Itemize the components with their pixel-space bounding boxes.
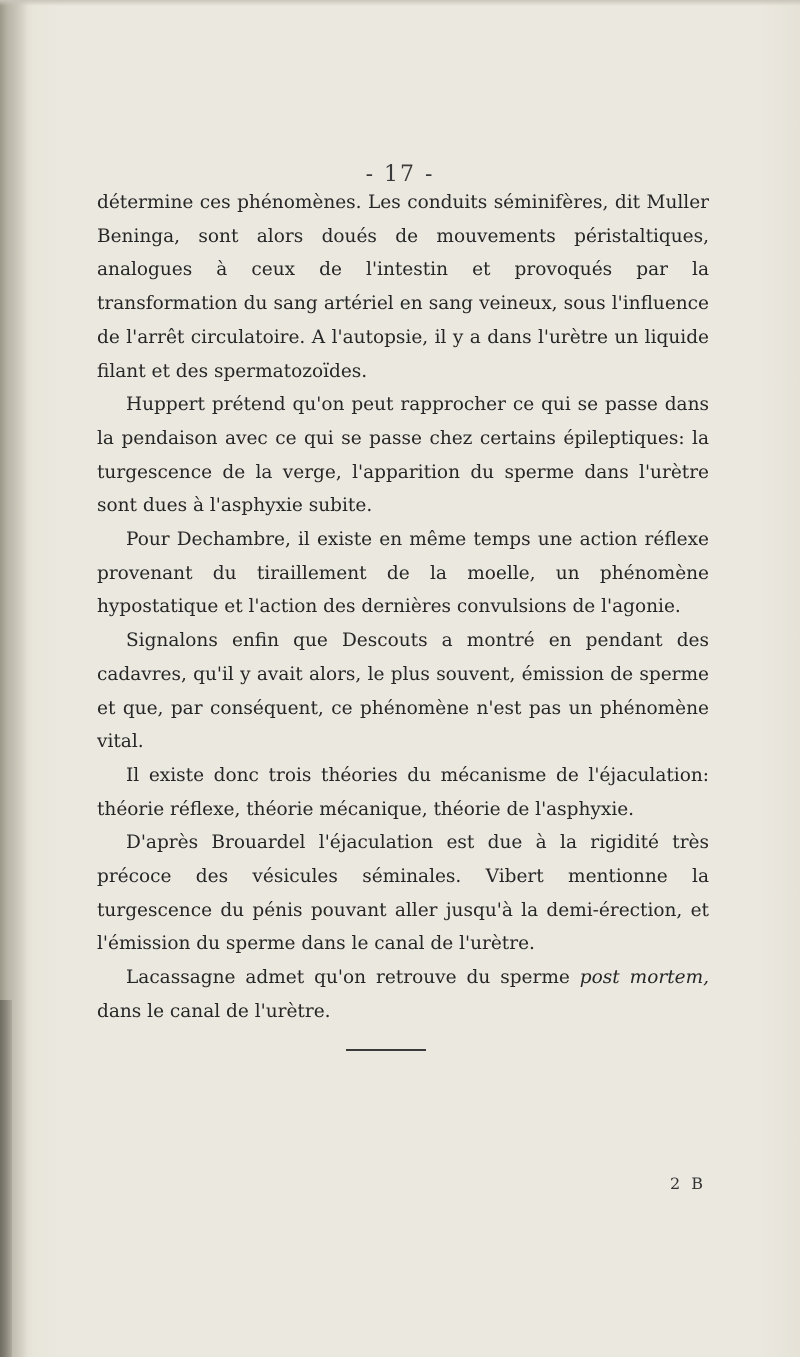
page-top-edge — [0, 0, 800, 6]
paragraph: Il existe donc trois théories du mécanisme de l'éjaculation: théorie réflexe, théorie mécanique, théorie de l'asphyxie. — [97, 764, 709, 820]
paragraph: détermine ces phénomènes. Les conduits séminifères, dit Muller Beninga, sont alors doués de mouvements péristaltiques, analogues à ceux de l'intestin et provoqués par la transformation du sang artériel en sang veineux, sous l'influence de l'arrêt circulatoire. A l'autopsie, il y a dans l'urètre un liquide filant et des spermatozoïdes. — [97, 192, 709, 382]
paragraph: D'après Brouardel l'éjaculation est due à la rigidité très précoce des vésicules séminales. Vibert mentionne la turgescence du pénis pouvant aller jusqu'à la demi-érection, et l'émission du sperme dans le canal de l'urètre. — [97, 832, 709, 955]
paragraph: Huppert prétend qu'on peut rapprocher ce qui se passe dans la pendaison avec ce qui se passe chez certains épileptiques: la turgescence de la verge, l'apparition du sperme dans l'urètre sont dues à l'asphyxie subite. — [97, 394, 709, 517]
paragraph-last-text-end: dans le canal de l'urètre. — [97, 1000, 331, 1022]
paragraph-last — [97, 961, 709, 1028]
paragraph: Pour Dechambre, il existe en même temps une action réflexe provenant du tiraillement de la moelle, un phénomène hypostatique et l'action des dernières convulsions de l'agonie. — [97, 529, 709, 618]
signature-mark: 2 B — [670, 1174, 707, 1193]
body-text — [97, 186, 709, 1029]
binding-gutter-dark — [0, 1000, 12, 1357]
paragraph: Signalons enfin que Descouts a montré en pendant des cadavres, qu'il y avait alors, le plus souvent, émission de sperme et que, par conséquent, ce phénomène n'est pas un phénomène vital. — [97, 630, 709, 753]
paragraph-last-text: Lacassagne admet qu'on retrouve du sperme — [126, 967, 580, 989]
page-number: - 17 - — [365, 162, 435, 187]
section-end-rule — [346, 1049, 426, 1051]
latin-phrase: post mortem, — [579, 967, 709, 989]
